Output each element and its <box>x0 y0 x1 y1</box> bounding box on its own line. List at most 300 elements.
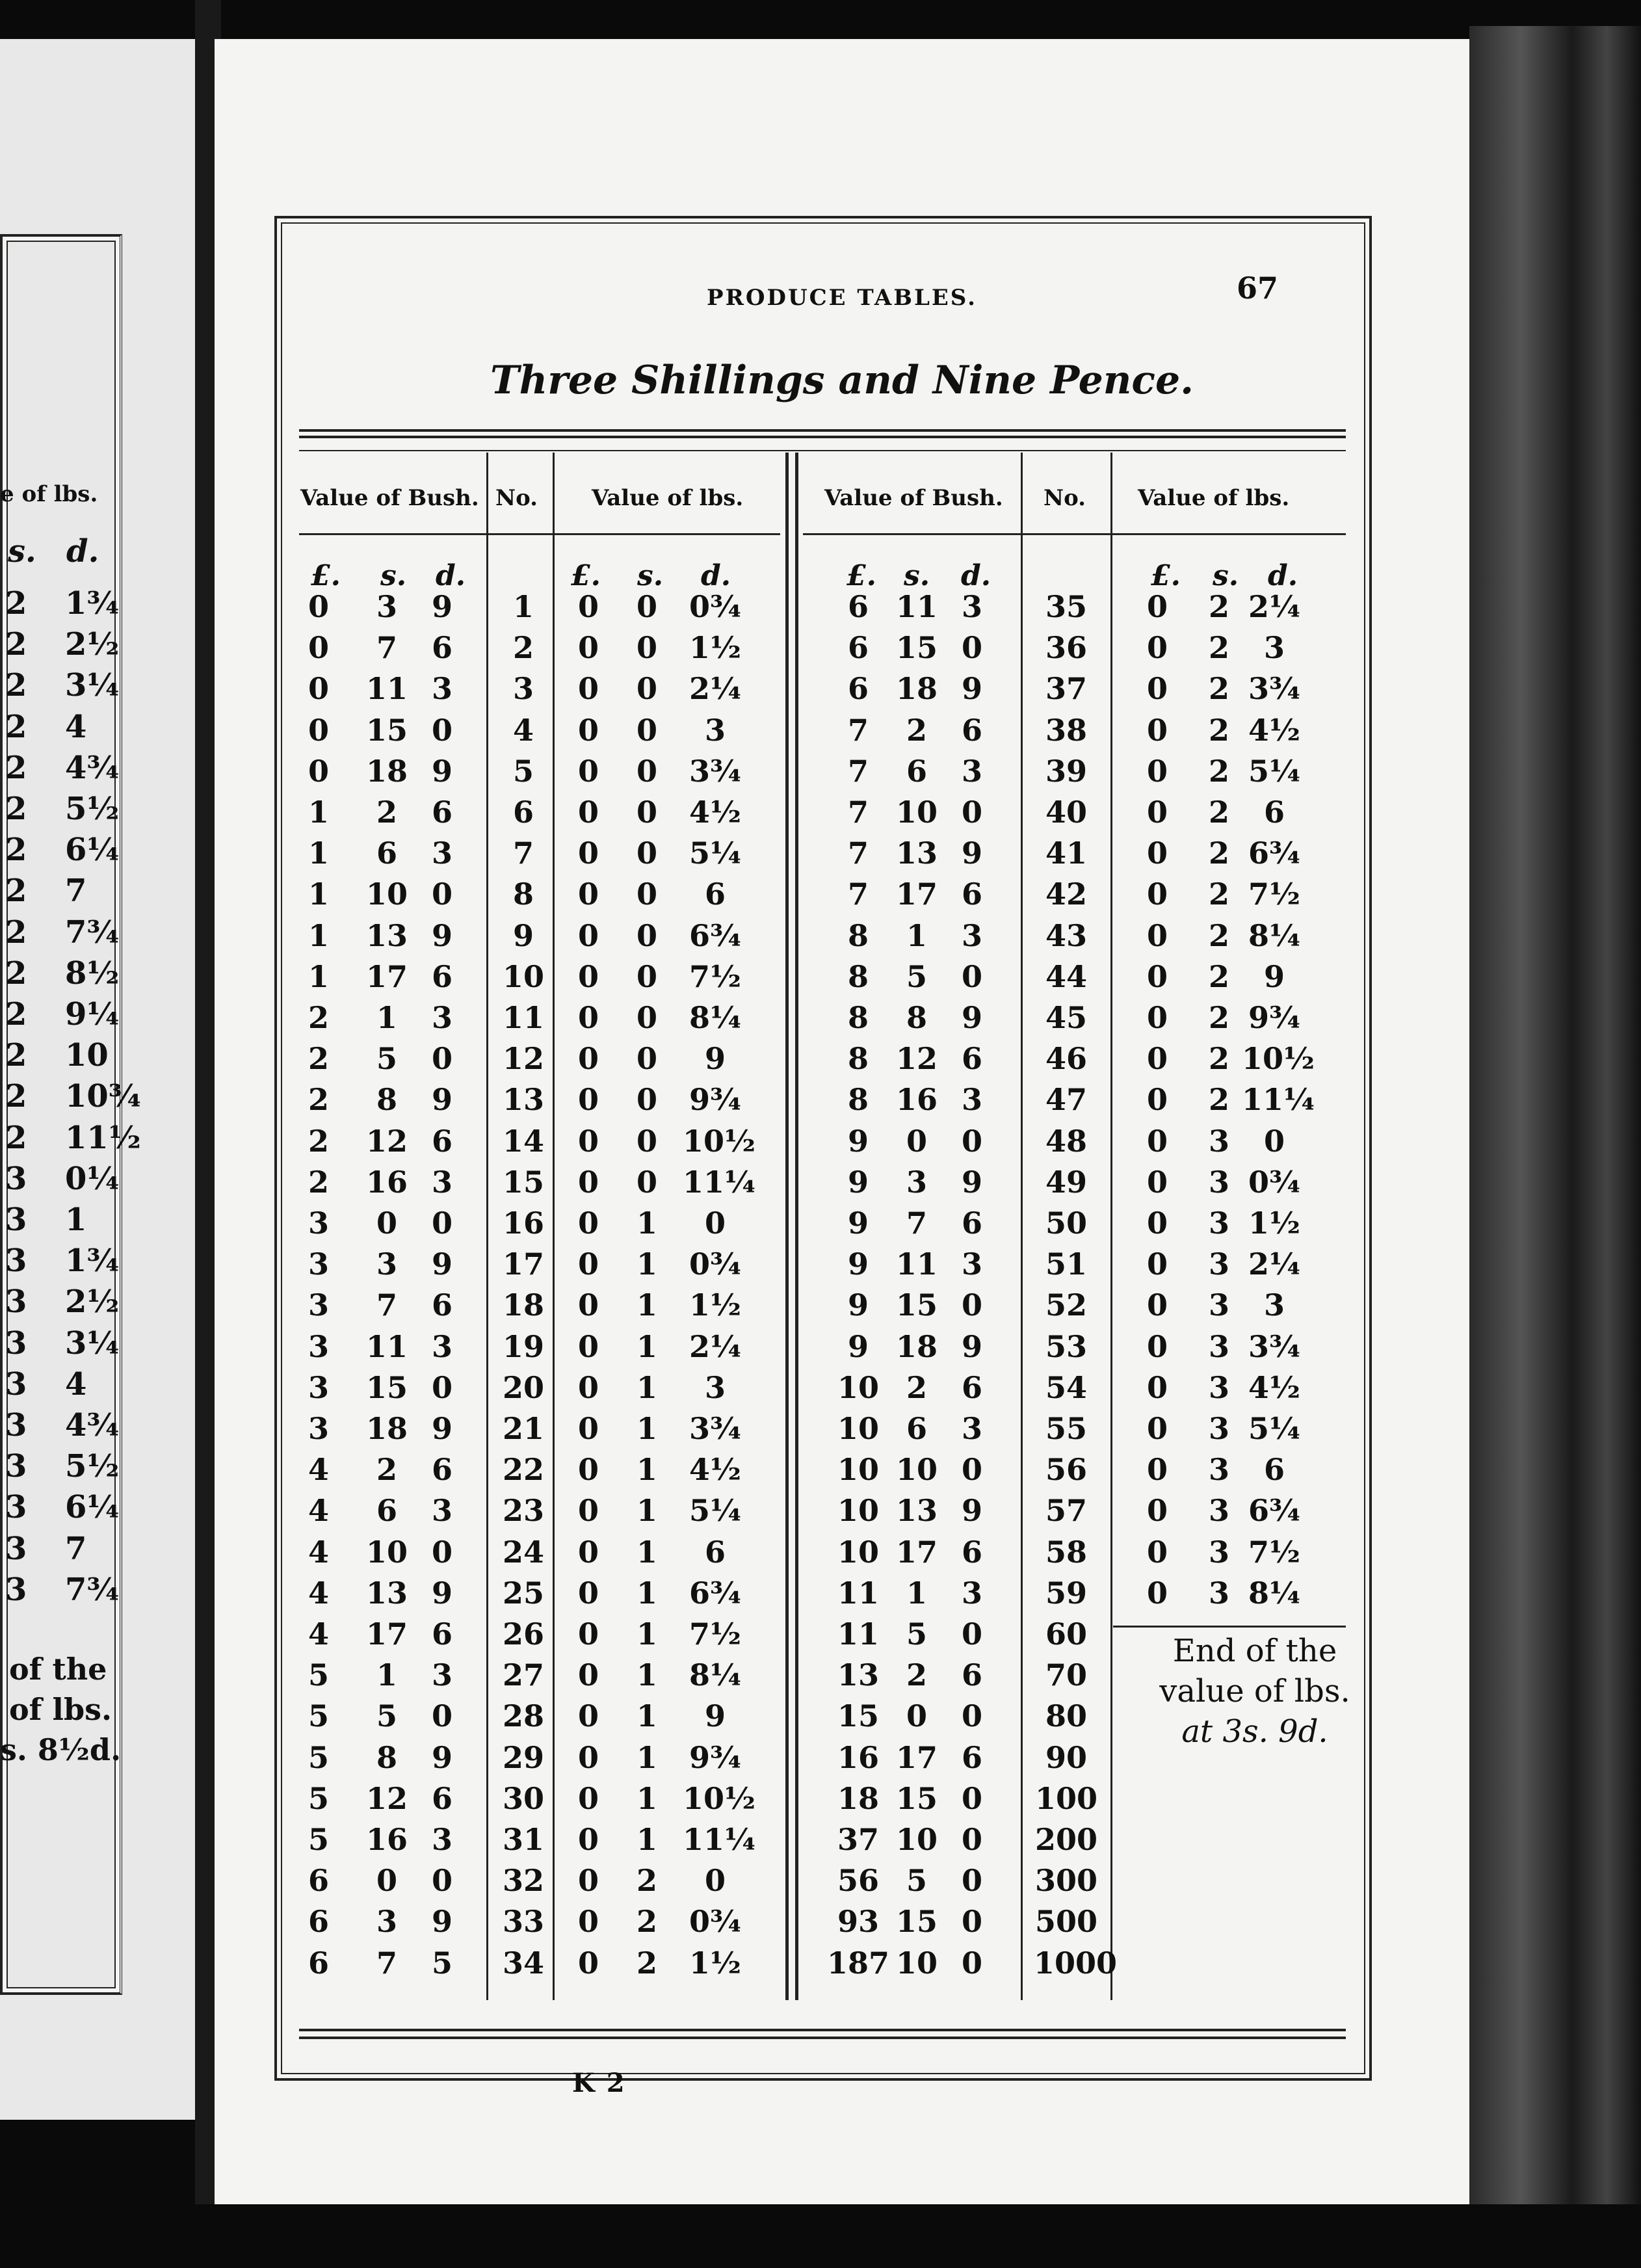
left-shilling-cell: 11 <box>365 671 408 707</box>
left-pound-cell: 3 <box>308 1287 329 1323</box>
left-lbs-pound-cell: 0 <box>577 1822 599 1857</box>
right-pound-cell: 16 <box>837 1739 879 1775</box>
right-number-cell: 56 <box>1045 1452 1087 1488</box>
unit-shilling-left: s. <box>380 559 407 592</box>
left-pound-cell: 3 <box>308 1246 329 1282</box>
right-lbs-pound-cell: 0 <box>1146 836 1168 871</box>
left-lbs-shilling-cell: 0 <box>636 589 657 624</box>
left-lbs-shilling-cell: 0 <box>636 671 657 707</box>
right-lbs-shilling-cell: 3 <box>1208 1328 1229 1364</box>
right-pound-cell: 7 <box>847 712 869 748</box>
right-number-cell: 200 <box>1034 1822 1098 1857</box>
left-shilling-cell: 17 <box>365 1616 408 1652</box>
right-lbs-shilling-cell: 3 <box>1208 1164 1229 1200</box>
left-lbs-pence-cell: 0¾ <box>689 1904 741 1940</box>
left-lbs-pound-cell: 0 <box>577 836 599 871</box>
right-pound-cell: 6 <box>847 630 869 666</box>
facing-page-shilling: 2 <box>5 585 27 622</box>
left-pence-cell: 9 <box>431 589 453 624</box>
left-lbs-pound-cell: 0 <box>577 671 599 707</box>
left-lbs-pound-cell: 0 <box>577 1164 599 1200</box>
page-number: 67 <box>1237 270 1279 306</box>
left-lbs-pound-cell: 0 <box>577 877 599 912</box>
left-number-cell: 14 <box>502 1123 544 1159</box>
left-lbs-shilling-cell: 0 <box>636 1082 657 1118</box>
left-pound-cell: 1 <box>308 917 329 953</box>
right-lbs-pence-cell: 3¾ <box>1248 1328 1300 1364</box>
end-note <box>1151 1631 1359 1752</box>
right-number-cell: 43 <box>1045 917 1087 953</box>
right-lbs-shilling-cell: 3 <box>1208 1369 1229 1405</box>
left-pound-cell: 0 <box>308 712 329 748</box>
left-pence-cell: 6 <box>431 1780 453 1816</box>
left-lbs-shilling-cell: 2 <box>636 1863 657 1899</box>
left-shilling-cell: 1 <box>376 1657 397 1693</box>
left-lbs-pence-cell: 3 <box>704 1369 726 1405</box>
facing-page-pence: 6¼ <box>65 1489 120 1526</box>
left-pound-cell: 2 <box>308 1041 329 1077</box>
right-lbs-pence-cell: 8¼ <box>1248 1575 1300 1611</box>
right-number-cell: 52 <box>1045 1287 1087 1323</box>
right-shilling-cell: 11 <box>895 589 938 624</box>
right-pence-cell: 0 <box>961 1863 982 1899</box>
right-number-cell: 37 <box>1045 671 1087 707</box>
facing-page-pence: 1¾ <box>65 585 120 622</box>
left-lbs-pound-cell: 0 <box>577 712 599 748</box>
left-shilling-cell: 0 <box>376 1206 397 1241</box>
left-number-cell: 29 <box>502 1739 544 1775</box>
facing-page-shilling: 2 <box>5 873 27 910</box>
right-pound-cell: 187 <box>826 1945 890 1981</box>
left-shilling-cell: 8 <box>376 1739 397 1775</box>
right-pence-cell: 9 <box>961 1328 982 1364</box>
right-number-cell: 57 <box>1045 1493 1087 1529</box>
unit-pound-lbs-left: £. <box>571 559 601 592</box>
right-number-cell: 55 <box>1045 1411 1087 1446</box>
left-pence-cell: 9 <box>431 1904 453 1940</box>
right-lbs-pence-cell: 10½ <box>1242 1041 1315 1077</box>
right-pound-cell: 10 <box>837 1534 879 1570</box>
right-lbs-shilling-cell: 3 <box>1208 1287 1229 1323</box>
right-pence-cell: 0 <box>961 1616 982 1652</box>
right-number-cell: 40 <box>1045 795 1087 830</box>
facing-page-shilling: 3 <box>5 1571 27 1608</box>
right-pence-cell: 3 <box>961 1411 982 1446</box>
left-pence-cell: 9 <box>431 917 453 953</box>
facing-page-pence: 4¾ <box>65 1407 120 1444</box>
facing-page-shilling: 3 <box>5 1160 27 1197</box>
left-pound-cell: 6 <box>308 1945 329 1981</box>
left-lbs-pence-cell: 6¾ <box>689 917 741 953</box>
left-pence-cell: 6 <box>431 1452 453 1488</box>
right-pence-cell: 0 <box>961 630 982 666</box>
unit-shilling-lbs-left: s. <box>637 559 664 592</box>
unit-shilling-lbs-right: s. <box>1213 559 1239 592</box>
left-lbs-shilling-cell: 1 <box>636 1739 657 1775</box>
left-number-cell: 25 <box>502 1575 544 1611</box>
right-shilling-cell: 15 <box>895 1287 938 1323</box>
facing-page-pence: 1 <box>65 1202 87 1238</box>
left-pound-cell: 1 <box>308 958 329 994</box>
left-number-cell: 21 <box>502 1411 544 1446</box>
facing-page-pence: 4 <box>65 708 87 745</box>
right-pence-cell: 9 <box>961 671 982 707</box>
right-pound-cell: 7 <box>847 753 869 789</box>
right-shilling-cell: 6 <box>906 753 927 789</box>
rule-right-head <box>803 533 1346 535</box>
right-lbs-pence-cell: 0 <box>1263 1123 1285 1159</box>
left-lbs-pence-cell: 8¼ <box>689 1657 741 1693</box>
left-pence-cell: 3 <box>431 1328 453 1364</box>
left-number-cell: 27 <box>502 1657 544 1693</box>
left-lbs-pound-cell: 0 <box>577 1945 599 1981</box>
left-shilling-cell: 18 <box>365 1411 408 1446</box>
right-lbs-shilling-cell: 3 <box>1208 1411 1229 1446</box>
left-lbs-pound-cell: 0 <box>577 1369 599 1405</box>
left-lbs-shilling-cell: 2 <box>636 1945 657 1981</box>
right-lbs-pound-cell: 0 <box>1146 630 1168 666</box>
left-lbs-pence-cell: 9 <box>704 1698 726 1734</box>
left-lbs-pence-cell: 3 <box>704 712 726 748</box>
facing-page-pence: 3¼ <box>65 667 120 704</box>
rule-bottom-1 <box>299 2029 1346 2031</box>
right-number-cell: 41 <box>1045 836 1087 871</box>
facing-page-shilling: 3 <box>5 1325 27 1362</box>
right-number-cell: 50 <box>1045 1206 1087 1241</box>
right-lbs-pence-cell: 8¼ <box>1248 917 1300 953</box>
facing-page-shilling: 2 <box>5 1037 27 1074</box>
right-pound-cell: 9 <box>847 1123 869 1159</box>
right-shilling-cell: 13 <box>895 836 938 871</box>
rule-end-note <box>1113 1626 1346 1628</box>
right-shilling-cell: 17 <box>895 1739 938 1775</box>
right-lbs-pence-cell: 5¼ <box>1248 753 1300 789</box>
right-number-cell: 39 <box>1045 753 1087 789</box>
right-lbs-pence-cell: 0¾ <box>1248 1164 1300 1200</box>
right-lbs-shilling-cell: 2 <box>1208 753 1229 789</box>
right-lbs-pound-cell: 0 <box>1146 1164 1168 1200</box>
facing-page-pence: 8½ <box>65 955 120 992</box>
right-number-cell: 35 <box>1045 589 1087 624</box>
header-value-bush-right: Value of Bush. <box>824 485 1003 511</box>
right-lbs-shilling-cell: 2 <box>1208 917 1229 953</box>
right-lbs-shilling-cell: 2 <box>1208 958 1229 994</box>
right-shilling-cell: 15 <box>895 630 938 666</box>
facing-page-pence: 11½ <box>65 1119 141 1156</box>
facing-page-shilling: 2 <box>5 955 27 992</box>
right-shilling-cell: 15 <box>895 1780 938 1816</box>
left-lbs-pence-cell: 9 <box>704 1041 726 1077</box>
left-lbs-shilling-cell: 0 <box>636 917 657 953</box>
left-lbs-pound-cell: 0 <box>577 630 599 666</box>
facing-page-shilling: 2 <box>5 1119 27 1156</box>
left-lbs-pence-cell: 8¼ <box>689 1000 741 1035</box>
left-lbs-shilling-cell: 2 <box>636 1904 657 1940</box>
right-pence-cell: 3 <box>961 1082 982 1118</box>
left-lbs-pence-cell: 4½ <box>689 795 741 830</box>
facing-page-shilling: 3 <box>5 1448 27 1485</box>
facing-page-shilling: 3 <box>5 1530 27 1567</box>
right-pence-cell: 6 <box>961 1369 982 1405</box>
right-pence-cell: 0 <box>961 795 982 830</box>
left-pound-cell: 6 <box>308 1863 329 1899</box>
facing-page-pence: 1¾ <box>65 1243 120 1280</box>
header-no-left: No. <box>495 485 538 511</box>
left-number-cell: 18 <box>502 1287 544 1323</box>
left-pound-cell: 4 <box>308 1534 329 1570</box>
printer-signature: K 2 <box>572 2068 626 2098</box>
facing-page-shilling: 3 <box>5 1202 27 1238</box>
right-pound-cell: 8 <box>847 958 869 994</box>
left-lbs-pound-cell: 0 <box>577 1000 599 1035</box>
left-pound-cell: 5 <box>308 1657 329 1693</box>
right-lbs-pound-cell: 0 <box>1146 1123 1168 1159</box>
facing-page <box>0 39 199 2120</box>
facing-page-note-line: of lbs. <box>9 1692 112 1727</box>
left-pound-cell: 4 <box>308 1493 329 1529</box>
facing-page-header: e of lbs. <box>0 481 98 507</box>
right-pence-cell: 0 <box>961 1904 982 1940</box>
left-lbs-pence-cell: 7½ <box>689 958 741 994</box>
left-lbs-shilling-cell: 1 <box>636 1369 657 1405</box>
right-lbs-pound-cell: 0 <box>1146 589 1168 624</box>
right-shilling-cell: 0 <box>906 1123 927 1159</box>
right-lbs-pence-cell: 3 <box>1263 630 1285 666</box>
facing-page-shilling: 2 <box>5 749 27 786</box>
left-pence-cell: 9 <box>431 753 453 789</box>
left-pence-cell: 3 <box>431 671 453 707</box>
right-pound-cell: 93 <box>837 1904 879 1940</box>
left-pence-cell: 0 <box>431 1534 453 1570</box>
left-lbs-shilling-cell: 0 <box>636 753 657 789</box>
left-lbs-pence-cell: 5¼ <box>689 1493 741 1529</box>
left-number-cell: 17 <box>502 1246 544 1282</box>
right-shilling-cell: 12 <box>895 1041 938 1077</box>
right-lbs-pence-cell: 5¼ <box>1248 1411 1300 1446</box>
left-pound-cell: 2 <box>308 1000 329 1035</box>
left-lbs-shilling-cell: 0 <box>636 795 657 830</box>
left-shilling-cell: 5 <box>376 1041 397 1077</box>
left-lbs-pence-cell: 10½ <box>683 1780 755 1816</box>
right-pound-cell: 6 <box>847 589 869 624</box>
left-lbs-shilling-cell: 1 <box>636 1328 657 1364</box>
left-number-cell: 3 <box>512 671 534 707</box>
right-number-cell: 36 <box>1045 630 1087 666</box>
left-number-cell: 22 <box>502 1452 544 1488</box>
left-pence-cell: 6 <box>431 1287 453 1323</box>
left-lbs-pound-cell: 0 <box>577 1904 599 1940</box>
right-number-cell: 54 <box>1045 1369 1087 1405</box>
facing-page-shilling: 3 <box>5 1365 27 1403</box>
left-pence-cell: 0 <box>431 877 453 912</box>
facing-page-pence: 7 <box>65 873 87 910</box>
left-lbs-pound-cell: 0 <box>577 1863 599 1899</box>
right-lbs-shilling-cell: 2 <box>1208 589 1229 624</box>
right-pound-cell: 11 <box>837 1616 879 1652</box>
right-lbs-pound-cell: 0 <box>1146 917 1168 953</box>
right-pence-cell: 0 <box>961 1945 982 1981</box>
right-shilling-cell: 1 <box>906 1575 927 1611</box>
right-pence-cell: 3 <box>961 589 982 624</box>
right-lbs-pence-cell: 1½ <box>1248 1206 1300 1241</box>
left-shilling-cell: 12 <box>365 1780 408 1816</box>
right-shilling-cell: 5 <box>906 1863 927 1899</box>
left-shilling-cell: 8 <box>376 1082 397 1118</box>
right-lbs-pound-cell: 0 <box>1146 753 1168 789</box>
right-pound-cell: 13 <box>837 1657 879 1693</box>
left-lbs-pence-cell: 9¾ <box>689 1739 741 1775</box>
right-lbs-pence-cell: 7½ <box>1248 1534 1300 1570</box>
right-number-cell: 47 <box>1045 1082 1087 1118</box>
right-lbs-pence-cell: 2¼ <box>1248 589 1300 624</box>
facing-page-pence: 4¾ <box>65 749 120 786</box>
right-pence-cell: 6 <box>961 877 982 912</box>
left-lbs-shilling-cell: 0 <box>636 1123 657 1159</box>
left-lbs-shilling-cell: 0 <box>636 958 657 994</box>
facing-page-shilling: 2 <box>5 832 27 869</box>
end-note-line-3: at 3s. 9d. <box>1181 1713 1328 1750</box>
right-lbs-pence-cell: 6 <box>1263 1452 1285 1488</box>
facing-page-note-line: of the <box>9 1652 107 1687</box>
facing-page-pence: 0¼ <box>65 1160 120 1197</box>
left-lbs-pence-cell: 1½ <box>689 1287 741 1323</box>
right-number-cell: 70 <box>1045 1657 1087 1693</box>
left-pound-cell: 1 <box>308 836 329 871</box>
left-pence-cell: 0 <box>431 1369 453 1405</box>
page-edges <box>1469 26 1641 2268</box>
right-number-cell: 59 <box>1045 1575 1087 1611</box>
unit-pence-left: d. <box>436 559 466 592</box>
right-lbs-pence-cell: 3 <box>1263 1287 1285 1323</box>
left-pence-cell: 6 <box>431 1123 453 1159</box>
left-pence-cell: 0 <box>431 1698 453 1734</box>
rule-top-2 <box>299 436 1346 438</box>
left-lbs-pence-cell: 6 <box>704 1534 726 1570</box>
scan-border <box>0 2204 1641 2268</box>
right-shilling-cell: 5 <box>906 1616 927 1652</box>
left-pence-cell: 9 <box>431 1082 453 1118</box>
right-lbs-pound-cell: 0 <box>1146 877 1168 912</box>
rule-bottom-2 <box>299 2037 1346 2039</box>
left-number-cell: 24 <box>502 1534 544 1570</box>
right-lbs-shilling-cell: 2 <box>1208 1082 1229 1118</box>
left-lbs-pound-cell: 0 <box>577 1780 599 1816</box>
right-lbs-shilling-cell: 2 <box>1208 836 1229 871</box>
left-lbs-pound-cell: 0 <box>577 1041 599 1077</box>
facing-page-pence: 7¾ <box>65 1571 120 1608</box>
right-lbs-shilling-cell: 2 <box>1208 877 1229 912</box>
left-lbs-pence-cell: 9¾ <box>689 1082 741 1118</box>
right-pound-cell: 7 <box>847 836 869 871</box>
unit-pound-left: £. <box>311 559 341 592</box>
book-page <box>215 39 1469 2204</box>
left-pound-cell: 1 <box>308 795 329 830</box>
right-number-cell: 58 <box>1045 1534 1087 1570</box>
facing-page-note-line: s. 8½d. <box>0 1732 122 1767</box>
right-pound-cell: 9 <box>847 1287 869 1323</box>
left-pound-cell: 0 <box>308 671 329 707</box>
right-lbs-pound-cell: 0 <box>1146 1000 1168 1035</box>
right-number-cell: 42 <box>1045 877 1087 912</box>
right-lbs-shilling-cell: 2 <box>1208 712 1229 748</box>
right-shilling-cell: 18 <box>895 671 938 707</box>
left-pence-cell: 0 <box>431 1863 453 1899</box>
right-number-cell: 80 <box>1045 1698 1087 1734</box>
left-pence-cell: 9 <box>431 1411 453 1446</box>
left-number-cell: 20 <box>502 1369 544 1405</box>
left-lbs-pence-cell: 10½ <box>683 1123 755 1159</box>
left-shilling-cell: 15 <box>365 1369 408 1405</box>
right-shilling-cell: 17 <box>895 1534 938 1570</box>
right-shilling-cell: 3 <box>906 1164 927 1200</box>
right-lbs-pound-cell: 0 <box>1146 1493 1168 1529</box>
right-shilling-cell: 0 <box>906 1698 927 1734</box>
right-pound-cell: 9 <box>847 1164 869 1200</box>
left-pound-cell: 3 <box>308 1328 329 1364</box>
left-lbs-shilling-cell: 0 <box>636 630 657 666</box>
right-shilling-cell: 10 <box>895 1452 938 1488</box>
left-lbs-pound-cell: 0 <box>577 1411 599 1446</box>
right-lbs-pound-cell: 0 <box>1146 1041 1168 1077</box>
right-pound-cell: 8 <box>847 1000 869 1035</box>
right-shilling-cell: 7 <box>906 1206 927 1241</box>
left-pound-cell: 5 <box>308 1739 329 1775</box>
header-value-lbs-right: Value of lbs. <box>1138 485 1290 511</box>
left-pence-cell: 9 <box>431 1246 453 1282</box>
right-lbs-pound-cell: 0 <box>1146 958 1168 994</box>
left-lbs-shilling-cell: 0 <box>636 1041 657 1077</box>
left-lbs-shilling-cell: 1 <box>636 1493 657 1529</box>
left-pence-cell: 6 <box>431 795 453 830</box>
right-number-cell: 1000 <box>1034 1945 1118 1981</box>
right-pence-cell: 3 <box>961 917 982 953</box>
left-pence-cell: 9 <box>431 1575 453 1611</box>
left-pound-cell: 2 <box>308 1082 329 1118</box>
header-value-lbs-left: Value of lbs. <box>592 485 744 511</box>
right-lbs-shilling-cell: 2 <box>1208 795 1229 830</box>
right-shilling-cell: 15 <box>895 1904 938 1940</box>
right-lbs-pence-cell: 4½ <box>1248 1369 1300 1405</box>
right-pound-cell: 9 <box>847 1328 869 1364</box>
left-lbs-pound-cell: 0 <box>577 1328 599 1364</box>
left-number-cell: 2 <box>512 630 534 666</box>
left-lbs-pound-cell: 0 <box>577 753 599 789</box>
right-pound-cell: 15 <box>837 1698 879 1734</box>
left-lbs-shilling-cell: 1 <box>636 1698 657 1734</box>
left-shilling-cell: 1 <box>376 1000 397 1035</box>
right-pence-cell: 3 <box>961 1246 982 1282</box>
right-pound-cell: 10 <box>837 1411 879 1446</box>
left-number-cell: 19 <box>502 1328 544 1364</box>
right-lbs-shilling-cell: 2 <box>1208 1000 1229 1035</box>
right-pound-cell: 8 <box>847 1082 869 1118</box>
right-number-cell: 90 <box>1045 1739 1087 1775</box>
right-shilling-cell: 2 <box>906 1657 927 1693</box>
rule-top-1 <box>299 429 1346 432</box>
facing-page-pence: 6¼ <box>65 832 120 869</box>
right-pence-cell: 9 <box>961 1493 982 1529</box>
left-shilling-cell: 2 <box>376 1452 397 1488</box>
rule-top-3 <box>299 450 1346 451</box>
left-lbs-pound-cell: 0 <box>577 1698 599 1734</box>
right-shilling-cell: 10 <box>895 1945 938 1981</box>
left-pound-cell: 5 <box>308 1822 329 1857</box>
right-shilling-cell: 11 <box>895 1246 938 1282</box>
right-lbs-shilling-cell: 3 <box>1208 1206 1229 1241</box>
left-shilling-cell: 12 <box>365 1123 408 1159</box>
facing-page-pence: 7¾ <box>65 914 120 951</box>
right-lbs-shilling-cell: 3 <box>1208 1575 1229 1611</box>
